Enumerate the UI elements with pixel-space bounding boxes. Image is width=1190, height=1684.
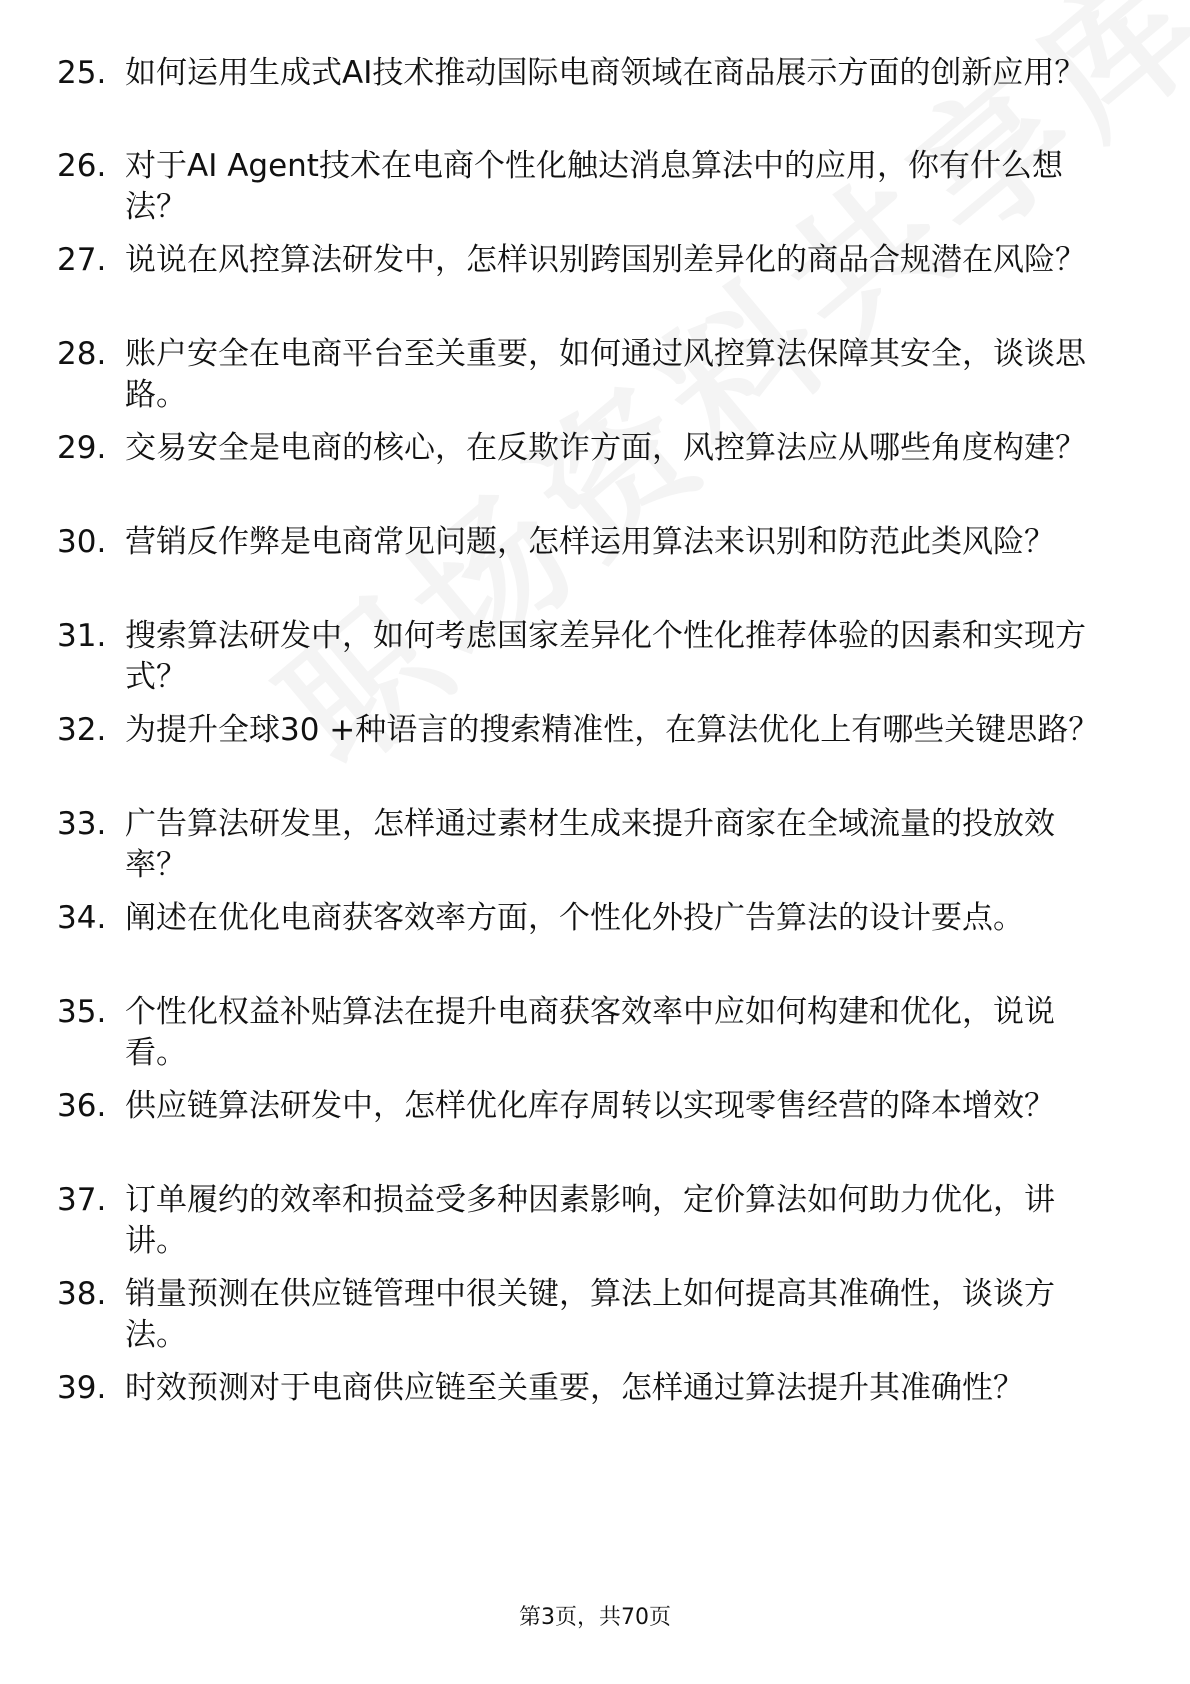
question-number: 31. [57, 618, 107, 654]
question-number: 35. [57, 994, 107, 1030]
question-text: 时效预测对于电商供应链至关重要，怎样通过算法提升其准确性？ [125, 1370, 1024, 1406]
question-number: 28. [57, 336, 107, 372]
question-text: 账户安全在电商平台至关重要，如何通过风控算法保障其安全，谈谈思路。 [125, 336, 1086, 413]
question-text: 广告算法研发里，怎样通过素材生成来提升商家在全域流量的投放效率？ [125, 806, 1055, 883]
question-text: 个性化权益补贴算法在提升电商获客效率中应如何构建和优化，说说看。 [125, 994, 1055, 1071]
question-text: 为提升全球30 +种语言的搜索精准性，在算法优化上有哪些关键思路？ [125, 712, 1100, 748]
question-text: 阐述在优化电商获客效率方面，个性化外投广告算法的设计要点。 [125, 900, 1024, 936]
question-number: 37. [57, 1182, 107, 1218]
question-text: 营销反作弊是电商常见问题，怎样运用算法来识别和防范此类风险？ [125, 524, 1055, 560]
question-text: 订单履约的效率和损益受多种因素影响，定价算法如何助力优化，讲讲。 [125, 1182, 1055, 1259]
question-text: 交易安全是电商的核心，在反欺诈方面，风控算法应从哪些角度构建？ [125, 430, 1086, 466]
question-number: 25. [57, 55, 107, 91]
question-text: 供应链算法研发中，怎样优化库存周转以实现零售经营的降本增效？ [125, 1088, 1055, 1124]
page-indicator: 第3页，共70页 [519, 1605, 671, 1630]
question-text: 销量预测在供应链管理中很关键，算法上如何提高其准确性，谈谈方法。 [125, 1276, 1055, 1353]
question-number: 27. [57, 242, 107, 278]
question-number: 38. [57, 1276, 107, 1312]
question-text: 说说在风控算法研发中，怎样识别跨国别差异化的商品合规潜在风险？ [125, 242, 1086, 278]
question-text: 如何运用生成式AI技术推动国际电商领域在商品展示方面的创新应用？ [125, 55, 1086, 91]
question-number: 34. [57, 900, 107, 936]
question-number: 30. [57, 524, 107, 560]
question-number: 33. [57, 806, 107, 842]
question-text: 搜索算法研发中，如何考虑国家差异化个性化推荐体验的因素和实现方式？ [125, 618, 1086, 695]
question-number: 29. [57, 430, 107, 466]
question-number: 26. [57, 148, 107, 184]
question-number: 32. [57, 712, 107, 748]
question-number: 39. [57, 1370, 107, 1406]
question-text: 对于AI Agent技术在电商个性化触达消息算法中的应用，你有什么想法？ [125, 148, 1063, 225]
question-number: 36. [57, 1088, 107, 1124]
